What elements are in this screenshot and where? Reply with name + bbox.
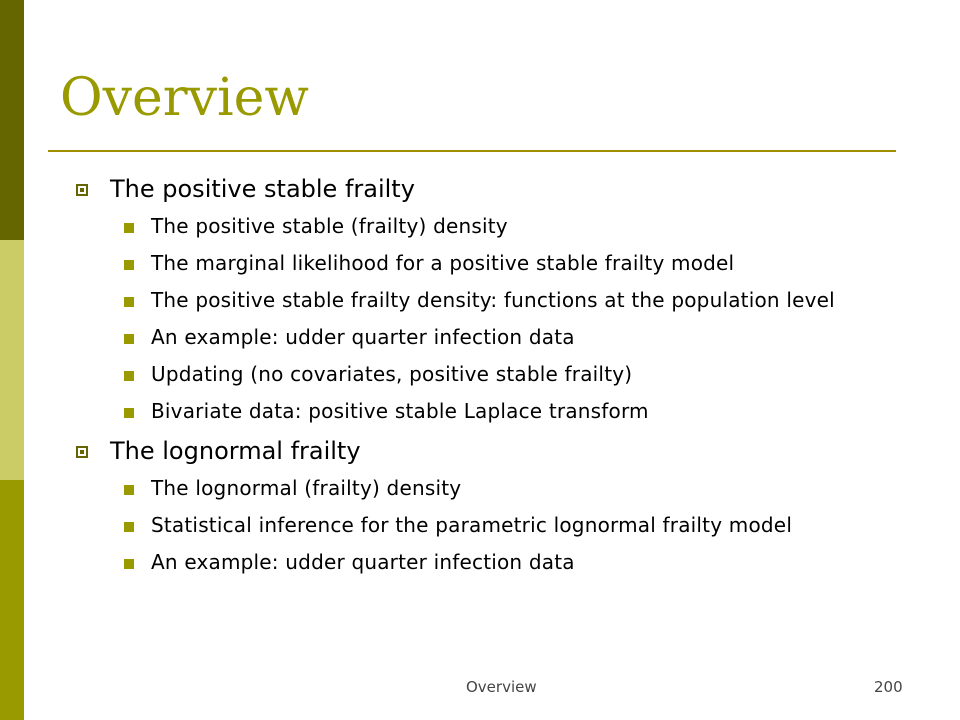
square-bullet-icon [124, 371, 134, 381]
list-item [76, 323, 936, 351]
list-item [76, 548, 936, 576]
section-heading-positive-stable [76, 172, 936, 206]
square-bullet-icon [124, 485, 134, 495]
title-divider [48, 150, 896, 152]
slide-content [76, 172, 936, 585]
square-bullet-icon [124, 522, 134, 532]
page-number: 200 [874, 678, 903, 696]
footer-label: Overview [466, 678, 537, 696]
square-bullet-icon [124, 408, 134, 418]
list-item-text: The marginal likelihood for a positive stable frailty model [151, 251, 735, 275]
slide-title: Overview [60, 68, 309, 128]
hollow-square-bullet-icon [76, 184, 88, 196]
list-item-text: An example: udder quarter infection data [151, 550, 575, 574]
list-item [76, 249, 936, 277]
section-heading-text: The positive stable frailty [110, 175, 415, 203]
list-item-text: The lognormal (frailty) density [151, 476, 462, 500]
list-item-text: The positive stable frailty density: functions at the population level [151, 288, 835, 312]
sidebar-block-light [0, 240, 24, 480]
list-item-text: The positive stable (frailty) density [151, 214, 508, 238]
hollow-square-bullet-icon [76, 446, 88, 458]
list-item [76, 212, 936, 240]
list-item-text: An example: udder quarter infection data [151, 325, 575, 349]
square-bullet-icon [124, 334, 134, 344]
sidebar-block-olive [0, 480, 24, 720]
list-item [76, 397, 936, 425]
list-item-text: Statistical inference for the parametric lognormal frailty model [151, 513, 793, 537]
list-item-text: Updating (no covariates, positive stable frailty) [151, 362, 633, 386]
list-item [76, 474, 936, 502]
positive-stable-item-list [76, 212, 936, 425]
section-heading-text: The lognormal frailty [110, 437, 361, 465]
square-bullet-icon [124, 559, 134, 569]
list-item [76, 360, 936, 388]
list-item-text: Bivariate data: positive stable Laplace transform [151, 399, 649, 423]
section-heading-lognormal [76, 434, 936, 468]
sidebar-block-dark [0, 0, 24, 240]
lognormal-item-list [76, 474, 936, 576]
square-bullet-icon [124, 297, 134, 307]
sidebar-accent [0, 0, 24, 720]
square-bullet-icon [124, 223, 134, 233]
square-bullet-icon [124, 260, 134, 270]
list-item [76, 286, 936, 314]
list-item [76, 511, 936, 539]
